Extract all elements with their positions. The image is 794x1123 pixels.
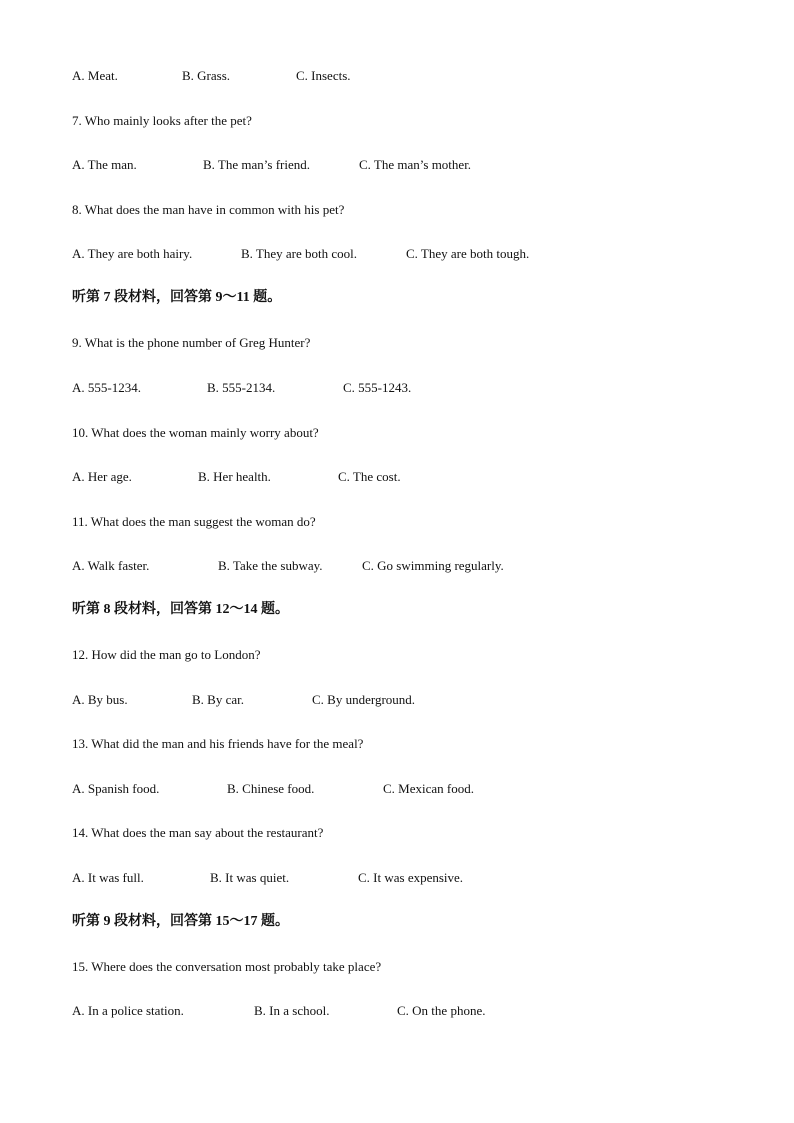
option-a: A. Meat. [72,68,118,83]
option-b: B. In a school. [254,1003,330,1018]
option-b: B. Chinese food. [227,781,315,796]
option-a: A. 555-1234. [72,380,141,395]
question-15: 15. Where does the conversation most probably take place? [72,959,382,974]
option-b: B. The man’s friend. [203,157,310,172]
option-c: C. They are both tough. [406,246,530,261]
option-a: A. Walk faster. [72,558,150,573]
question-7: 7. Who mainly looks after the pet? [72,113,252,128]
option-c: C. The cost. [338,469,401,484]
option-c: C. Insects. [296,68,351,83]
option-b: B. By car. [192,692,244,707]
option-a: A. Spanish food. [72,781,160,796]
option-c: C. It was expensive. [358,870,464,885]
question-11: 11. What does the man suggest the woman do? [72,514,316,529]
option-c: C. By underground. [312,692,416,707]
question-9: 9. What is the phone number of Greg Hunter? [72,335,311,350]
option-a: A. It was full. [72,870,144,885]
question-14: 14. What does the man say about the restaurant? [72,825,324,840]
section-heading-9: 听第 9 段材料，回答第 15～17 题。 [72,914,289,929]
option-b: B. They are both cool. [241,246,358,261]
option-c: C. The man’s mother. [359,157,472,172]
option-a: A. By bus. [72,692,128,707]
option-b: B. Grass. [182,68,231,83]
question-8: 8. What does the man have in common with his pet? [72,202,345,217]
question-13: 13. What did the man and his friends have for the meal? [72,736,364,751]
option-b: B. Her health. [198,469,271,484]
option-b: B. Take the subway. [218,558,323,573]
option-a: A. In a police station. [72,1003,184,1018]
question-10: 10. What does the woman mainly worry about? [72,425,319,440]
option-c: C. Mexican food. [383,781,474,796]
option-c: C. On the phone. [397,1003,486,1018]
option-b: B. It was quiet. [210,870,290,885]
section-heading-7: 听第 7 段材料，回答第 9～11 题。 [72,290,282,305]
option-c: C. 555-1243. [343,380,412,395]
section-heading-8: 听第 8 段材料，回答第 12～14 题。 [72,602,289,617]
option-c: C. Go swimming regularly. [362,558,504,573]
option-b: B. 555-2134. [207,380,276,395]
option-a: A. Her age. [72,469,132,484]
question-12: 12. How did the man go to London? [72,647,261,662]
option-a: A. They are both hairy. [72,246,193,261]
option-a: A. The man. [72,157,137,172]
